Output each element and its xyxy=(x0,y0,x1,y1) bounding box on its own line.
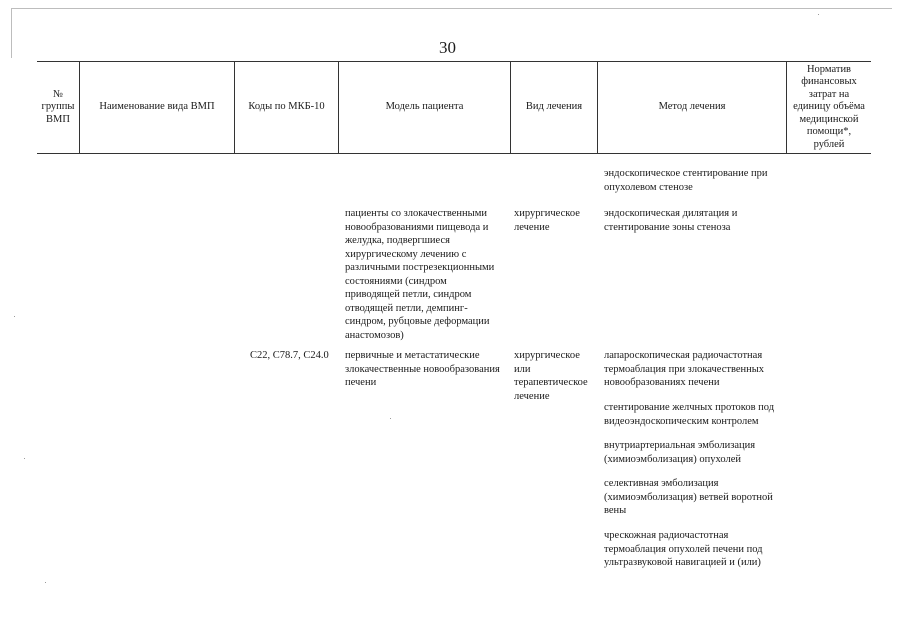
header-treatment-type: Вид лечения xyxy=(525,101,583,113)
header-cost-standard: Норматив финансовых затрат на единицу объёма медицинской помощи*, рублей xyxy=(793,63,865,150)
header-vmp-name: Наименование вида ВМП xyxy=(99,101,215,113)
header-icd-codes: Коды по МКБ-10 xyxy=(248,101,325,113)
scan-speck xyxy=(24,458,25,459)
scan-border-top xyxy=(12,8,892,9)
header-patient-model: Модель пациента xyxy=(385,101,464,113)
patient-model: пациенты со злокачественными новообразованиями пищевода и желудка, подвергшиеся хирургическому лечению с различными пострезекционными состояниями (синдром приводящей петли, синдром отводящей петли, демпинг- синдром, рубцовые деформации анастомозов) xyxy=(345,208,495,341)
header-bottom-rule xyxy=(37,153,871,154)
treatment-method: стентирование желчных протоков под видеоэндоскопическим контролем xyxy=(604,402,775,427)
treatment-method: эндоскопическая дилятация и стентирование зоны стеноза xyxy=(604,208,738,233)
treatment-type: хирургическое лечение xyxy=(514,208,580,233)
header-group-no: № группы ВМП xyxy=(41,88,75,125)
scan-speck xyxy=(818,14,819,15)
scan-speck xyxy=(14,316,15,317)
page-number: 30 xyxy=(439,38,456,57)
scan-speck xyxy=(45,582,46,583)
header-treatment-method: Метод лечения xyxy=(658,101,726,113)
icd-codes: C22, C78.7, C24.0 xyxy=(250,350,329,361)
treatment-method: лапароскопическая радиочастотная термоаблация при злокачественных новообразованиях печени xyxy=(604,350,765,388)
patient-model: первичные и метастатические злокачественные новообразования печени xyxy=(345,350,500,388)
treatment-method: чрескожная радиочастотная термоаблация опухолей печени под ультразвуковой навигацией и (или) xyxy=(604,530,763,568)
treatment-method: эндоскопическое стентирование при опухолевом стенозе xyxy=(604,168,768,193)
treatment-type: хирургическое или терапевтическое лечение xyxy=(514,350,588,402)
treatment-method: селективная эмболизация (химиоэмболизация) ветвей воротной вены xyxy=(604,478,773,516)
treatment-method: внутриартериальная эмболизация (химиоэмболизация) опухолей xyxy=(604,440,756,465)
scan-speck xyxy=(390,418,391,419)
